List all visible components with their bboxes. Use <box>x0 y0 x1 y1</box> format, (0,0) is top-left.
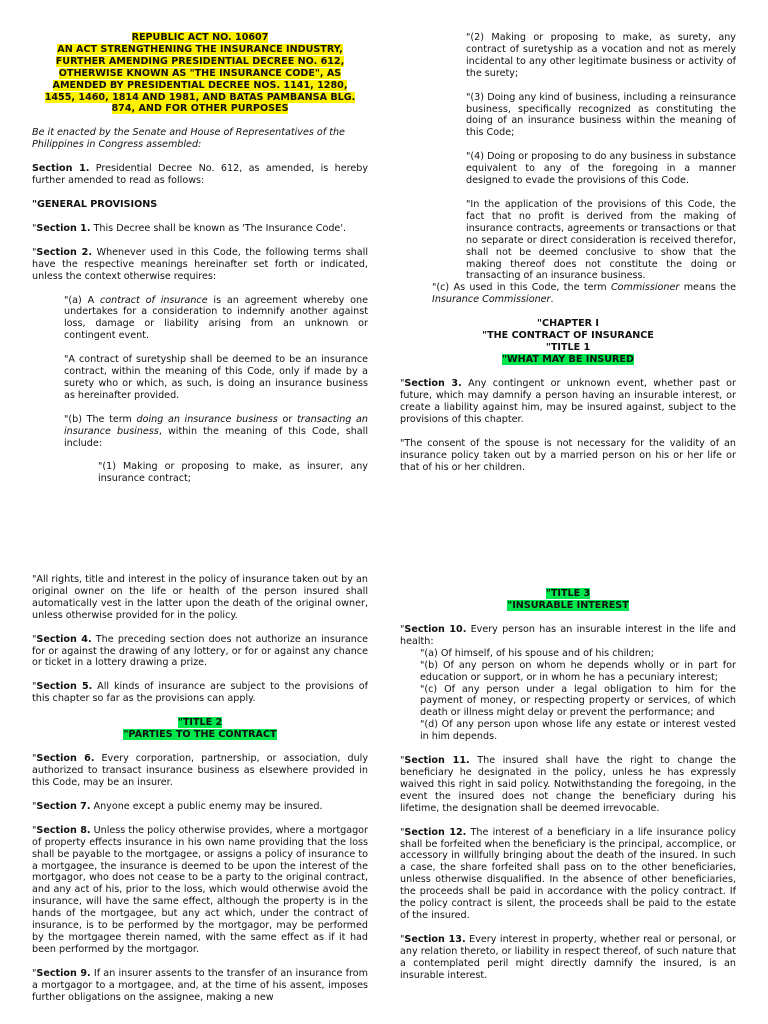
act-title-line-5: AMENDED BY PRESIDENTIAL DECREE NOS. 1141, 1280, <box>52 79 348 91</box>
section-10-a: "(a) Of himself, of his spouse and of his children; <box>420 647 654 659</box>
section-label: Section 2. <box>36 246 93 258</box>
section-text: The interest of a beneficiary in a life insurance policy shall be forfeited when the beneficiary is the principal, accomplice, or accessory in willfully bringing about the death of the insured. In such a case, the share forfeited shall pass on to the other beneficiaries, unless otherwise disqualified. In the absence of other beneficiaries, the proceeds shall be paid in accordance with the policy contract. If the policy contract is silent, the proceeds shall be paid to the estate of the insured. <box>400 826 736 921</box>
definition-a <box>64 295 368 343</box>
section-label: Section 5. <box>36 681 93 693</box>
section-text: Whenever used in this Code, the following terms shall have the respective meanings hereinafter set forth or indicated, unless the context otherwise requires: <box>32 246 368 282</box>
section-2-paragraph <box>32 247 368 283</box>
quote-mark: " <box>32 824 37 836</box>
section-label: Section 3. <box>404 378 462 390</box>
definition-c <box>432 282 736 306</box>
general-provisions-heading: "GENERAL PROVISIONS <box>32 198 158 210</box>
column-bottom-right <box>400 588 736 1024</box>
act-title-line-7: 874, AND FOR OTHER PURPOSES <box>111 103 289 115</box>
defined-term: transacting an insurance business <box>64 413 368 437</box>
section-text: Every interest in property, whether real or personal, or any relation thereto, or liability in respect thereof, of such nature that a contemplated peril might directly damnify the insured, is an insurable interest. <box>400 933 736 981</box>
section-6-paragraph <box>32 753 368 789</box>
section-text: All kinds of insurance are subject to the provisions of this chapter so far as the provisions can apply. <box>32 681 368 705</box>
section-7-paragraph <box>32 801 368 813</box>
act-title-block <box>32 32 368 115</box>
highlighted-heading: "TITLE 3 <box>545 588 591 599</box>
section-label: Section 8. <box>36 824 91 836</box>
title-1-heading: "TITLE 1 <box>545 342 591 354</box>
quote-mark: " <box>400 624 405 635</box>
section-3-paragraph <box>400 378 736 426</box>
quote-mark: " <box>32 800 37 812</box>
section-label: Section 13. <box>404 933 466 945</box>
column-top-left <box>32 32 368 502</box>
section-8-paragraph <box>32 825 368 956</box>
quote-mark: " <box>32 753 37 765</box>
defined-term: contract of insurance <box>99 294 208 306</box>
quote-mark: " <box>32 246 37 258</box>
title-2-heading <box>32 717 368 729</box>
text: "(c) As used in this Code, the term <box>432 282 611 294</box>
section-label: Section 1. <box>36 222 91 234</box>
text: "(b) The term <box>64 413 137 425</box>
act-title-line-4: OTHERWISE KNOWN AS "THE INSURANCE CODE", AS <box>58 67 342 79</box>
section-10-d: "(d) Of any person upon whose life any estate or interest vested in him depends. <box>420 719 736 743</box>
column-top-right <box>400 32 736 502</box>
column-bottom-left <box>32 574 368 1024</box>
section-text: The insured shall have the right to change the beneficiary he designated in the policy, unless he has expressly waived this right in said policy. Notwithstanding the foregoing, in the event the insured does not change the beneficiary during his lifetime, the designation shall be deemed irrevocable. <box>400 755 736 814</box>
section-5-paragraph <box>32 681 368 705</box>
enacting-clause <box>32 127 368 151</box>
title-3-heading <box>400 588 736 600</box>
quote-mark: " <box>32 633 37 645</box>
section-label: Section 1. <box>32 163 90 175</box>
text: , within the meaning of this Code, shall include: <box>64 425 368 449</box>
section-text: Presidential Decree No. 612, as amended, is hereby further amended to read as follows: <box>32 163 368 187</box>
enacting-clause-text: Be it enacted by the Senate and House of Representatives of the Philippines in Congress assembled: <box>32 127 345 151</box>
section-label: Section 9. <box>36 967 91 979</box>
highlighted-heading: "WHAT MAY BE INSURED <box>502 354 634 366</box>
section-text: Anyone except a public enemy may be insured. <box>90 800 323 812</box>
section-10-b: "(b) Of any person on whom he depends wholly or in part for education or support, or in whom he has a pecuniary interest; <box>420 659 736 683</box>
defined-term: doing an insurance business <box>136 413 278 425</box>
rights-vest-paragraph: "All rights, title and interest in the policy of insurance taken out by an original owner on the life or health of the person insured shall automatically vest in the latter upon the death of the original owner, unless otherwise provided for in the policy. <box>32 574 368 621</box>
section-1-amend <box>32 163 368 187</box>
section-label: Section 7. <box>36 800 91 812</box>
section-text: Any contingent or unknown event, whether past or future, which may damnify a person having an insurable interest, or create a liability against him, may be insured against, subject to the provisions of this chapter. <box>400 378 736 425</box>
section-11-paragraph <box>400 755 736 815</box>
section-1-paragraph <box>32 223 368 235</box>
highlighted-heading: "TITLE 2 <box>177 717 223 729</box>
definition-b-2: "(2) Making or proposing to make, as surety, any contract of suretyship as a vocation and not as merely incidental to any other legitimate business or activity of the surety; <box>466 32 736 79</box>
title-2-name <box>32 729 368 741</box>
suretyship-paragraph: "A contract of suretyship shall be deemed to be an insurance contract, within the meaning of this Code, only if made by a surety who or which, as such, is doing an insurance business as hereinafter provided. <box>64 354 368 401</box>
section-text: Every person has an insurable interest in the life and health: <box>400 624 736 647</box>
section-12-paragraph <box>400 827 736 922</box>
title-3-name <box>400 600 736 612</box>
title-1-name <box>400 354 736 366</box>
quote-mark: " <box>400 755 405 767</box>
text: is an agreement whereby one undertakes for a consideration to indemnify another against loss, damage or liability arising from an unknown or contingent event. <box>64 294 368 342</box>
definition-b-1: "(1) Making or proposing to make, as insurer, any insurance contract; <box>98 461 368 485</box>
act-title-line-2: AN ACT STRENGTHENING THE INSURANCE INDUSTRY, <box>57 43 343 55</box>
section-text: If an insurer assents to the transfer of an insurance from a mortgagor to a mortgagee, and, at the time of his assent, imposes further obligations on the assignee, making a new <box>32 967 368 1003</box>
section-4-paragraph <box>32 634 368 670</box>
definition-b <box>64 414 368 450</box>
section-text: This Decree shall be known as 'The Insurance Code'. <box>90 222 347 234</box>
section-10-paragraph <box>400 624 736 648</box>
act-title-line-3: FURTHER AMENDING PRESIDENTIAL DECREE NO. 612, <box>55 55 345 67</box>
definition-b-4: "(4) Doing or proposing to do any business in substance equivalent to any of the foregoing in a manner designed to evade the provisions of this Code. <box>466 151 736 187</box>
section-label: Section 6. <box>36 753 95 765</box>
section-label: Section 11. <box>404 755 470 767</box>
section-text: The preceding section does not authorize an insurance for or against the drawing of any lottery, or for or against any chance or ticket in a lottery drawing a prize. <box>32 633 368 669</box>
defined-term: Insurance Commissioner <box>432 294 551 306</box>
spouse-consent-paragraph: "The consent of the spouse is not necessary for the validity of an insurance policy taken out by a married person on his or her life or that of his or her children. <box>400 437 736 473</box>
quote-mark: " <box>32 967 37 979</box>
section-label: Section 4. <box>36 633 92 645</box>
quote-mark: " <box>400 826 405 838</box>
section-label: Section 12. <box>404 826 467 838</box>
section-10-c: "(c) Of any person under a legal obligation to him for the payment of money, or respecting property or services, of which death or illness might delay or prevent the performance; and <box>420 683 736 719</box>
section-label: Section 10. <box>404 624 467 635</box>
quote-mark: " <box>32 222 37 234</box>
act-title-line-1: REPUBLIC ACT NO. 10607 <box>131 32 269 43</box>
text: . <box>550 294 554 306</box>
quote-mark: " <box>400 378 405 390</box>
quote-mark: " <box>32 681 37 693</box>
defined-term: Commissioner <box>610 282 680 294</box>
no-profit-paragraph: "In the application of the provisions of this Code, the fact that no profit is derived from the making of insurance contracts, agreements or transactions or that no separate or direct consideration is received therefor, shall not be deemed conclusive to show that the making thereof does not constitute the doing or transacting of an insurance business. <box>466 198 736 282</box>
section-9-paragraph <box>32 968 368 1004</box>
section-text: Unless the policy otherwise provides, where a mortgagor of property effects insurance in his own name providing that the loss shall be payable to the mortgagee, or assigns a policy of insurance to a mortgagee, the insurance is deemed to be upon the interest of the mortgagor, who does not cease to be a party to the original contract, and any act of his, prior to the loss, which would otherwise avoid the insurance, will have the same effect, although the property is in the hands of the mortgagee, but any act which, under the contract of insurance, is to be performed by the mortgagor, may be performed by the mortgagee therein named, with the same effect as if it had been performed by the mortgagor. <box>32 824 368 955</box>
chapter-title: "THE CONTRACT OF INSURANCE <box>482 330 654 342</box>
definition-b-3: "(3) Doing any kind of business, including a reinsurance business, specifically recognized as constituting the doing of an insurance business within the meaning of this Code; <box>466 91 736 139</box>
text: or <box>277 413 297 425</box>
highlighted-heading: "INSURABLE INTEREST <box>507 600 629 611</box>
section-13-paragraph <box>400 934 736 982</box>
text: means the <box>679 282 736 294</box>
quote-mark: " <box>400 933 405 945</box>
highlighted-heading: "PARTIES TO THE CONTRACT <box>123 729 277 741</box>
text: "(a) A <box>64 294 100 306</box>
act-title-line-6: 1455, 1460, 1814 AND 1981, AND BATAS PAMBANSA BLG. <box>44 91 356 103</box>
section-text: Every corporation, partnership, or association, duly authorized to transact insurance business as elsewhere provided in this Code, may be an insurer. <box>32 753 368 788</box>
chapter-heading: "CHAPTER I <box>537 318 599 330</box>
